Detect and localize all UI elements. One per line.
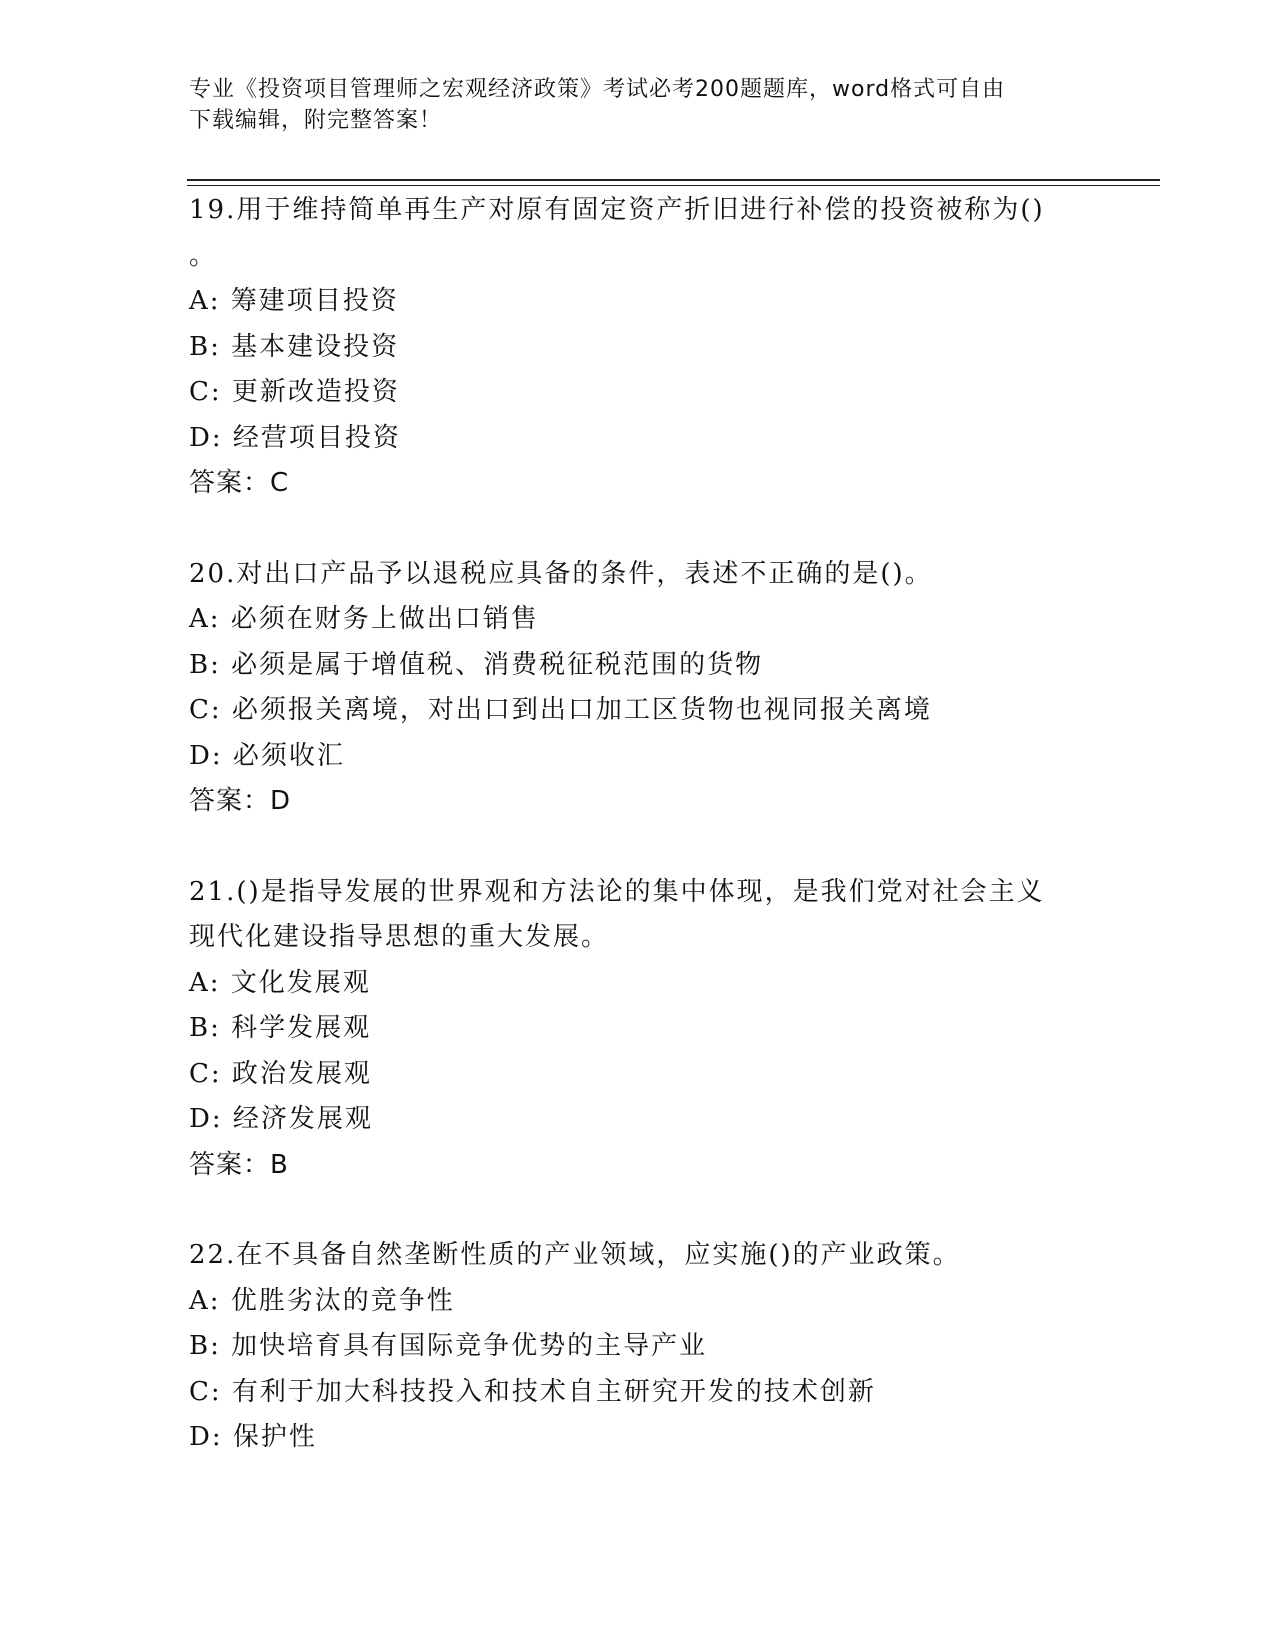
question-block bbox=[189, 870, 1089, 1189]
answer-option: A: 文化发展观 bbox=[189, 967, 371, 998]
answer-option: A: 优胜劣汰的竞争性 bbox=[189, 1285, 455, 1316]
header-line-1: 专业《投资项目管理师之宏观经济政策》考试必考200题题库，word格式可自由 bbox=[189, 77, 1006, 102]
answer-key: 答案：B bbox=[189, 1149, 289, 1180]
answer-option: C: 政治发展观 bbox=[189, 1058, 372, 1089]
question-stem: 22.在不具备自然垄断性质的产业领域，应实施()的产业政策。 bbox=[189, 1240, 961, 1270]
answer-key: 答案：C bbox=[189, 468, 290, 498]
answer-option: D: 经济发展观 bbox=[189, 1104, 373, 1134]
answer-option: B: 必须是属于增值税、消费税征税范围的货物 bbox=[189, 649, 764, 680]
answer-key: 答案：D bbox=[189, 786, 292, 816]
question-stem: 现代化建设指导思想的重大发展。 bbox=[189, 922, 610, 952]
answer-option: B: 基本建设投资 bbox=[189, 331, 400, 362]
header-line-2: 下载编辑，附完整答案！ bbox=[189, 108, 443, 133]
question-list bbox=[189, 188, 1089, 1506]
question-stem: 。 bbox=[189, 240, 218, 271]
answer-option: A: 筹建项目投资 bbox=[189, 286, 399, 316]
answer-option: D: 经营项目投资 bbox=[189, 422, 401, 453]
question-block bbox=[189, 552, 1089, 825]
question-block bbox=[189, 188, 1089, 507]
question-stem: 21.()是指导发展的世界观和方法论的集中体现，是我们党对社会主义 bbox=[189, 876, 1045, 907]
answer-option: C: 更新改造投资 bbox=[189, 377, 400, 407]
question-stem: 19.用于维持简单再生产对原有固定资产折旧进行补偿的投资被称为() bbox=[189, 195, 1045, 225]
answer-option: B: 加快培育具有国际竞争优势的主导产业 bbox=[189, 1331, 708, 1361]
question-block bbox=[189, 1233, 1089, 1461]
document-header bbox=[189, 74, 1089, 136]
answer-option: B: 科学发展观 bbox=[189, 1013, 372, 1043]
answer-option: C: 有利于加大科技投入和技术自主研究开发的技术创新 bbox=[189, 1376, 876, 1407]
answer-option: A: 必须在财务上做出口销售 bbox=[189, 604, 539, 634]
answer-option: D: 必须收汇 bbox=[189, 740, 345, 771]
answer-option: D: 保护性 bbox=[189, 1422, 317, 1452]
header-divider-thick bbox=[187, 179, 1160, 181]
question-stem: 20.对出口产品予以退税应具备的条件，表述不正确的是()。 bbox=[189, 558, 933, 589]
header-divider-thin bbox=[187, 185, 1160, 186]
answer-option: C: 必须报关离境，对出口到出口加工区货物也视同报关离境 bbox=[189, 695, 932, 725]
